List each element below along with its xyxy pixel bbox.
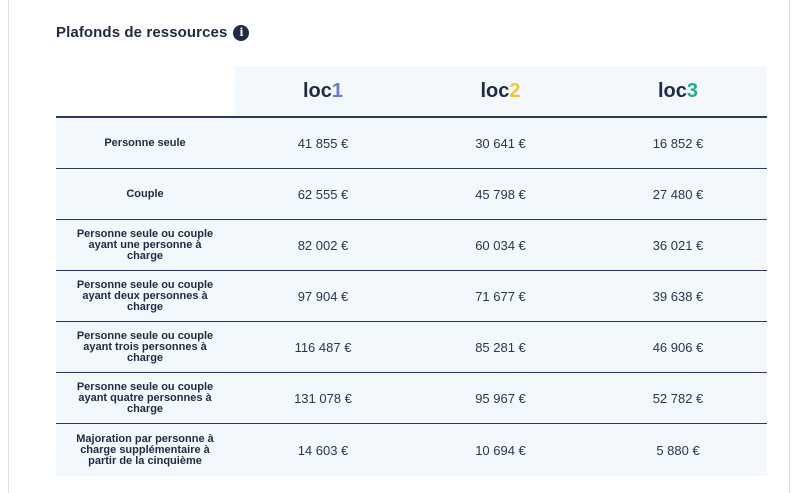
value-cell: 97 904 €: [234, 271, 412, 322]
value-cell: 36 021 €: [589, 220, 767, 271]
value-cell: 71 677 €: [412, 271, 589, 322]
resource-ceilings-table: [56, 66, 767, 476]
column-header-prefix: loc: [302, 79, 332, 102]
column-header-loc3: [589, 66, 767, 117]
row-label: Couple: [56, 169, 234, 220]
value-cell: 45 798 €: [412, 169, 589, 220]
table-row: [56, 169, 767, 220]
column-header-digit: 3: [686, 79, 699, 102]
value-cell: 16 852 €: [589, 117, 767, 169]
row-label: Majoration par personne à charge supplémentaire à partir de la cinquième: [56, 424, 234, 477]
value-cell: 82 002 €: [234, 220, 412, 271]
table-row: [56, 424, 767, 477]
column-header-digit: 2: [509, 79, 521, 102]
row-label: Personne seule ou couple ayant trois personnes à charge: [56, 322, 234, 373]
info-icon[interactable]: i: [233, 25, 249, 41]
column-header-digit: 1: [331, 79, 344, 102]
row-label: Personne seule ou couple ayant deux personnes à charge: [56, 271, 234, 322]
table-row: [56, 220, 767, 271]
value-cell: 30 641 €: [412, 117, 589, 169]
left-frame-border: [0, 0, 9, 493]
right-frame-border: [789, 0, 800, 493]
table-row: [56, 322, 767, 373]
value-cell: 116 487 €: [234, 322, 412, 373]
column-header-loc1: [234, 66, 412, 117]
row-label: Personne seule ou couple ayant quatre personnes à charge: [56, 373, 234, 424]
column-header-prefix: loc: [480, 79, 510, 102]
row-label: Personne seule: [56, 117, 234, 169]
value-cell: 131 078 €: [234, 373, 412, 424]
table-row: [56, 117, 767, 169]
column-header-loc2: [412, 66, 589, 117]
value-cell: 27 480 €: [589, 169, 767, 220]
value-cell: 95 967 €: [412, 373, 589, 424]
value-cell: 10 694 €: [412, 424, 589, 477]
header-empty-cell: [56, 66, 234, 117]
row-label: Personne seule ou couple ayant une personne à charge: [56, 220, 234, 271]
table-row: [56, 271, 767, 322]
column-header-prefix: loc: [657, 79, 687, 102]
table-header-row: [56, 66, 767, 117]
value-cell: 14 603 €: [234, 424, 412, 477]
section-title: Plafonds de ressources: [56, 24, 228, 41]
value-cell: 5 880 €: [589, 424, 767, 477]
value-cell: 39 638 €: [589, 271, 767, 322]
value-cell: 60 034 €: [412, 220, 589, 271]
value-cell: 41 855 €: [234, 117, 412, 169]
table-row: [56, 373, 767, 424]
section-heading: [56, 24, 249, 41]
value-cell: 62 555 €: [234, 169, 412, 220]
value-cell: 46 906 €: [589, 322, 767, 373]
value-cell: 52 782 €: [589, 373, 767, 424]
value-cell: 85 281 €: [412, 322, 589, 373]
